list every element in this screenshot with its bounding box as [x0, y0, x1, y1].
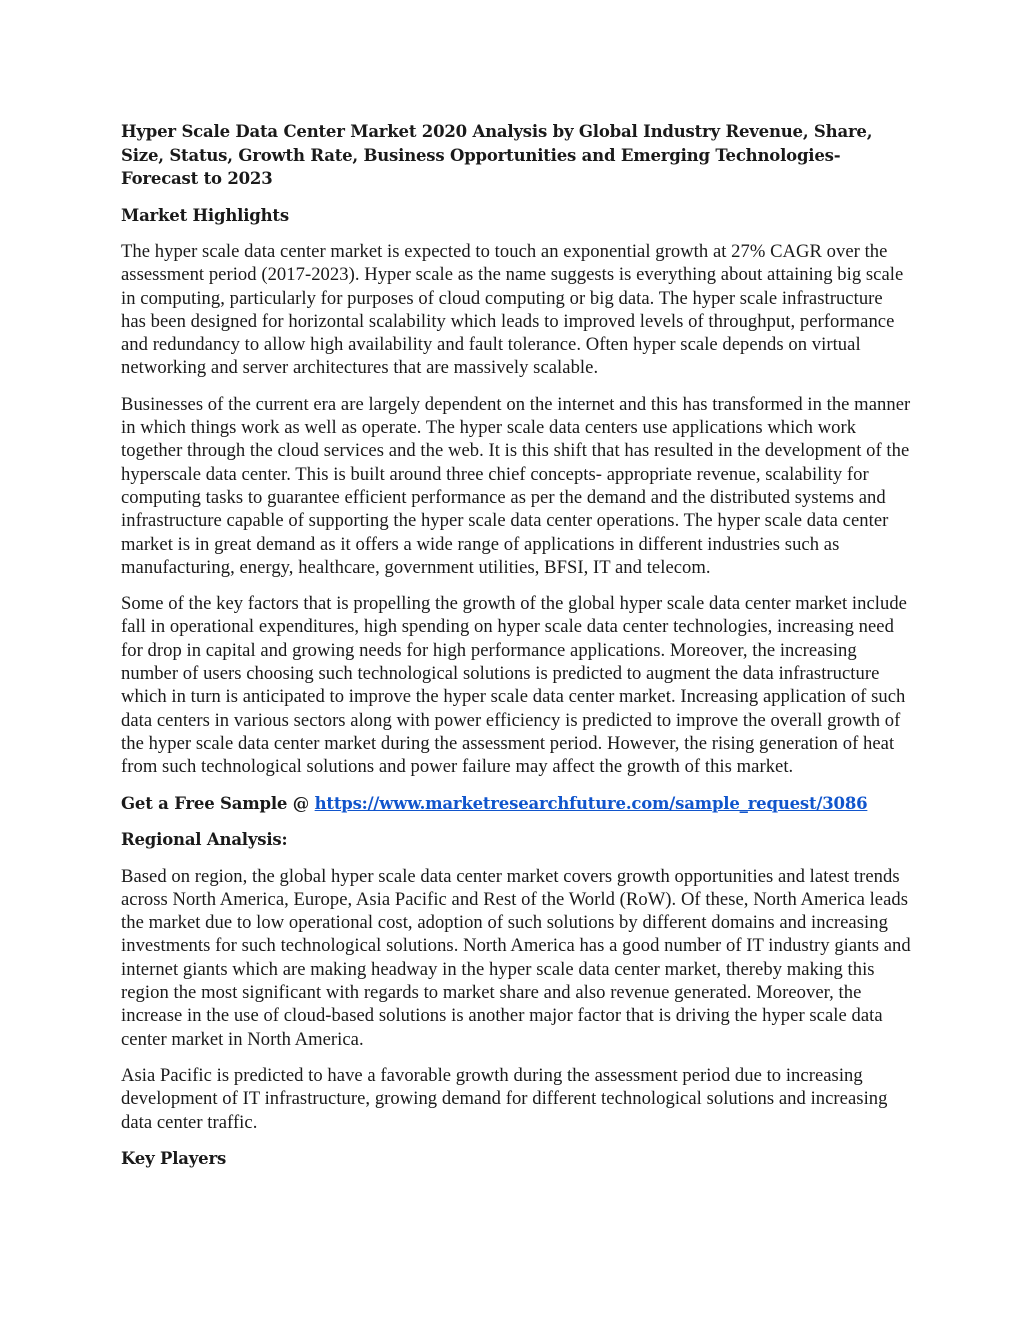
- paragraph-market-growth: The hyper scale data center market is expected to touch an exponential growth at 27% CAGR over the assessment period (2017-2023). Hyper scale as the name suggests is everything about attaining big scale in computing, particularly for purposes of cloud computing or big data. The hyper scale infrastructure has been designed for horizontal scalability which leads to improved levels of throughput, performance and redundancy to allow high availability and fault tolerance. Often hyper scale depends on virtual networking and server architectures that are massively scalable.: [121, 241, 904, 379]
- paragraph-regional-north-america: Based on region, the global hyper scale data center market covers growth opportunities and latest trends across North America, Europe, Asia Pacific and Rest of the World (RoW). Of these, North America leads the market due to low operational cost, adoption of such solutions by different domains and increasing investments for such technological solutions. North America has a good number of IT industry giants and internet giants which are making headway in the hyper scale data center market, thereby making this region the most significant with regards to market share and also revenue generated. Moreover, the increase in the use of cloud-based solutions is another major factor that is driving the hyper scale data center market in North America.: [121, 865, 911, 1050]
- paragraph-key-factors: Some of the key factors that is propelling the growth of the global hyper scale data center market include fall in operational expenditures, high spending on hyper scale data center technologies, increasing need for drop in capital and growing needs for high performance applications. Moreover, the increasing number of users choosing such technological solutions is predicted to augment the data infrastructure which in turn is anticipated to improve the hyper scale data center market. Increasing application of such data centers in various sectors along with power efficiency is predicted to improve the overall growth of the hyper scale data center market during the assessment period. However, the rising generation of heat from such technological solutions and power failure may affect the growth of this market.: [121, 593, 907, 778]
- document-title: Hyper Scale Data Center Market 2020 Analysis by Global Industry Revenue, Share, Size, Status, Growth Rate, Business Opportunities and Emerging Technologies- Forecast to 2023: [121, 122, 873, 188]
- heading-market-highlights: Market Highlights: [121, 205, 289, 225]
- paragraph-business-dependence: Businesses of the current era are largely dependent on the internet and this has transformed in the manner in which things work as well as operate. The hyper scale data centers use applications which work together through the cloud services and the web. It is this shift that has resulted in the development of the hyperscale data center. This is built around three chief concepts- appropriate revenue, scalability for computing tasks to guarantee efficient performance as per the demand and the distributed systems and infrastructure capable of supporting the hyper scale data center operations. The hyper scale data center market is in great demand as it offers a wide range of applications in different industries such as manufacturing, energy, healthcare, government utilities, BFSI, IT and telecom.: [121, 393, 911, 578]
- free-sample-label: Get a Free Sample @: [121, 793, 315, 813]
- free-sample-line: [121, 792, 911, 816]
- free-sample-link[interactable]: https://www.marketresearchfuture.com/sample_request/3086: [314, 793, 868, 813]
- heading-key-players: Key Players: [121, 1148, 227, 1168]
- document-page: [121, 120, 911, 1183]
- heading-regional-analysis: Regional Analysis:: [121, 830, 288, 850]
- paragraph-regional-asia-pacific: Asia Pacific is predicted to have a favorable growth during the assessment period due to increasing development of IT infrastructure, growing demand for different technological solutions and increasing data center traffic.: [121, 1064, 888, 1133]
